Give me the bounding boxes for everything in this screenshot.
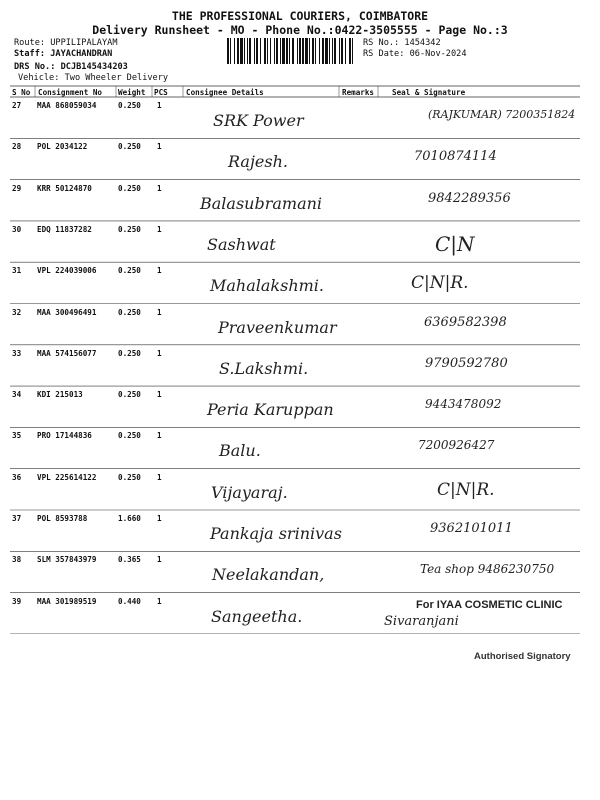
row-consignee: Rajesh.: [228, 152, 288, 172]
barcode-bar: [299, 38, 301, 64]
row-consignee: Peria Karuppan: [207, 400, 334, 420]
row-pcs: 1: [157, 183, 162, 193]
row-consignee: Praveenkumar: [218, 317, 337, 337]
barcode-bar: [244, 38, 245, 64]
staff-line: Staff: JAYACHANDRAN: [14, 49, 113, 59]
row-pcs: 1: [157, 224, 162, 234]
barcode-bar: [256, 38, 258, 64]
row-consignee: Sashwat: [207, 234, 276, 254]
barcode-bar: [234, 38, 235, 64]
row-pcs: 1: [157, 472, 162, 482]
row-consignment-no: SLM 357843979: [37, 555, 97, 565]
barcode-bar: [237, 38, 239, 64]
barcode-bar: [312, 38, 314, 64]
row-signature: C|N|R.: [437, 479, 495, 500]
barcode-bar: [332, 38, 333, 64]
barcode-bar: [305, 38, 308, 64]
row-weight: 0.250: [118, 431, 141, 441]
row-consignment-no: KRR 50124870: [37, 183, 92, 193]
row-weight: 0.250: [118, 266, 141, 276]
row-weight: 0.250: [118, 390, 141, 400]
row-signature: 7200926427: [418, 438, 495, 453]
row-signature: C|N: [435, 231, 475, 256]
row-consignee: Neelakandan,: [212, 565, 325, 585]
barcode-bar: [341, 38, 343, 64]
row-signature: C|N|R.: [411, 273, 469, 294]
row-sno: 33: [12, 348, 22, 358]
row-signature: 9443478092: [425, 397, 502, 412]
row-pcs: 1: [157, 390, 162, 400]
barcode-bar: [315, 38, 316, 64]
row-consignment-no: MAA 300496491: [37, 307, 97, 317]
barcode-bar: [319, 38, 320, 64]
barcode-bar: [254, 38, 255, 64]
barcode-bar: [282, 38, 285, 64]
row-consignment-no: VPL 225614122: [37, 472, 97, 482]
authorised-signatory: Authorised Signatory: [474, 651, 571, 662]
barcode-bar: [297, 38, 298, 64]
row-consignment-no: VPL 224039006: [37, 266, 97, 276]
runsheet-subtitle: Delivery Runsheet - MO - Phone No.:0422-3505555 - Page No.:3: [92, 23, 508, 37]
row-weight: 0.365: [118, 555, 141, 565]
row-sno: 31: [12, 266, 22, 276]
row-weight: 0.250: [118, 224, 141, 234]
barcode-bar: [249, 38, 251, 64]
barcode-bar: [267, 38, 268, 64]
barcode-bar: [289, 38, 290, 64]
row-signature: 7010874114: [414, 149, 497, 165]
row-pcs: 1: [157, 266, 162, 276]
row-weight: 0.250: [118, 142, 141, 152]
row-consignment-no: PRO 17144836: [37, 431, 92, 441]
row-weight: 1.660: [118, 514, 141, 523]
row-consignment-no: MAA 301989519: [37, 596, 97, 606]
row-pcs: 1: [157, 101, 162, 110]
barcode-bar: [352, 38, 353, 64]
row-sno: 37: [12, 514, 22, 523]
row-consignment-no: KDI 215013: [37, 390, 83, 400]
row-pcs: 1: [157, 307, 162, 317]
row-sno: 39: [12, 596, 22, 606]
row-sno: 38: [12, 555, 22, 565]
barcode-bar: [322, 38, 324, 64]
row-consignment-no: MAA 574156077: [37, 348, 97, 358]
row-sno: 35: [12, 431, 22, 441]
barcode-bar: [264, 38, 266, 64]
barcode: [227, 38, 355, 64]
barcode-bar: [349, 38, 351, 64]
clinic-stamp: For IYAA COSMETIC CLINIC: [416, 599, 563, 611]
row-signature: 9362101011: [430, 521, 513, 536]
barcode-bar: [329, 38, 330, 64]
barcode-bar: [240, 38, 243, 64]
stamp-signature-icon: Sivaranjani: [384, 614, 459, 629]
row-weight: 0.440: [118, 596, 141, 606]
column-header: Remarks: [342, 88, 375, 97]
row-signature: 9842289356: [428, 190, 511, 206]
row-sno: 29: [12, 183, 22, 193]
row-consignee: Balasubramani: [200, 193, 323, 213]
row-pcs: 1: [157, 142, 162, 152]
row-weight: 0.250: [118, 307, 141, 317]
route-line: Route: UPPILIPALAYAM: [14, 38, 118, 48]
row-consignee: Balu.: [219, 441, 261, 461]
column-header: PCS: [154, 88, 168, 97]
barcode-bar: [286, 38, 288, 64]
barcode-bar: [260, 38, 261, 64]
row-consignment-no: POL 2034122: [37, 142, 88, 152]
row-weight: 0.250: [118, 348, 141, 358]
row-consignee: S.Lakshmi.: [219, 358, 309, 378]
row-sno: 34: [12, 390, 22, 400]
barcode-bar: [345, 38, 346, 64]
row-consignee: Mahalakshmi.: [210, 276, 325, 296]
row-consignee: Pankaja srinivas: [210, 524, 342, 543]
barcode-bar: [309, 38, 310, 64]
row-sno: 32: [12, 307, 22, 317]
row-consignee: Vijayaraj.: [211, 482, 288, 502]
row-pcs: 1: [157, 596, 162, 606]
row-consignee: SRK Power: [213, 111, 304, 130]
company-title: THE PROFESSIONAL COURIERS, COIMBATORE: [171, 9, 429, 23]
column-header: Weight: [118, 88, 146, 97]
row-consignment-no: MAA 868059034: [37, 101, 97, 110]
row-pcs: 1: [157, 431, 162, 441]
row-signature: (RAJKUMAR) 7200351824: [428, 108, 576, 121]
barcode-bar: [247, 38, 248, 64]
row-signature: 9790592780: [425, 355, 508, 371]
row-weight: 0.250: [118, 183, 141, 193]
barcode-bar: [292, 38, 294, 64]
rs-no-line: RS No.: 1454342: [363, 38, 441, 48]
column-header: Consignee Details: [186, 88, 264, 97]
column-header: Seal & Signature: [392, 88, 466, 97]
row-sno: 36: [12, 472, 22, 482]
barcode-bar: [274, 38, 275, 64]
barcode-bar: [270, 38, 271, 64]
barcode-bar: [227, 38, 229, 64]
barcode-bar: [276, 38, 278, 64]
barcode-bar: [230, 38, 231, 64]
row-sno: 28: [12, 142, 22, 152]
row-signature: Tea shop 9486230750: [420, 562, 555, 577]
row-consignee: Sangeetha.: [211, 606, 303, 626]
rs-date-line: RS Date: 06-Nov-2024: [363, 49, 467, 59]
row-signature: 6369582398: [424, 314, 507, 330]
barcode-bar: [334, 38, 336, 64]
row-sno: 30: [12, 224, 22, 234]
column-header: S No: [12, 88, 31, 97]
row-pcs: 1: [157, 555, 162, 565]
row-sno: 27: [12, 101, 22, 110]
row-consignment-no: EDQ 11837282: [37, 224, 92, 234]
row-consignment-no: POL 8593788: [37, 514, 88, 523]
barcode-bar: [339, 38, 340, 64]
row-weight: 0.250: [118, 101, 141, 110]
drs-line: DRS No.: DCJB145434203: [14, 62, 128, 72]
row-weight: 0.250: [118, 472, 141, 482]
barcode-bar: [302, 38, 304, 64]
barcode-bar: [280, 38, 281, 64]
barcode-bar: [325, 38, 328, 64]
vehicle-line: Vehicle: Two Wheeler Delivery: [18, 73, 169, 83]
row-pcs: 1: [157, 348, 162, 358]
row-pcs: 1: [157, 514, 162, 523]
column-header: Consignment No: [38, 88, 103, 97]
